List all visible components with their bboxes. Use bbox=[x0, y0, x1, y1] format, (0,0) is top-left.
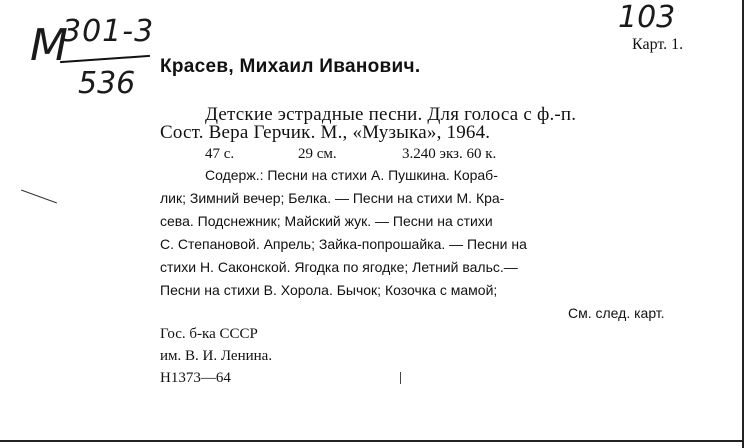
title-line-1: Детские эстрадные песни. Для голоса с ф.-п. bbox=[205, 104, 577, 125]
library-line: Гос. б-ка СССР bbox=[160, 326, 258, 342]
contents-line: лик; Зимний вечер; Белка. — Песни на стихи М. Кра- bbox=[160, 190, 505, 206]
shelfmark-bottom: 536 bbox=[78, 66, 136, 101]
contents-line: стихи Н. Саконской. Ягодка по ягодке; Летний вальс.— bbox=[160, 259, 518, 275]
see-next-card: См. след. карт. bbox=[568, 305, 665, 321]
shelfmark-divider bbox=[60, 55, 150, 63]
contents-line: Песни на стихи В. Хорола. Бычок; Козочка с мамой; bbox=[160, 282, 498, 298]
contents-line: сева. Подснежник; Майский жук. — Песни на стихи bbox=[160, 213, 493, 229]
physical-size: 29 см. bbox=[298, 146, 337, 162]
handwritten-page-number: 103 bbox=[618, 0, 676, 35]
shelfmark-letter: М bbox=[30, 20, 68, 71]
library-line: им. В. И. Ленина. bbox=[160, 348, 273, 364]
library-code: Н1373—64 bbox=[160, 370, 231, 386]
physical-pages: 47 с. bbox=[205, 146, 235, 162]
card-edge-right bbox=[742, 0, 744, 448]
author-heading: Красев, Михаил Иванович. bbox=[160, 56, 421, 77]
stray-pencil-tick bbox=[400, 372, 401, 384]
print-run-price: 3.240 экз. 60 к. bbox=[402, 146, 497, 162]
contents-line: Содерж.: Песни на стихи А. Пушкина. Кораб- bbox=[205, 167, 498, 183]
stray-pencil-mark bbox=[21, 190, 57, 204]
title-line-2: Сост. Вера Герчик. М., «Музыка», 1964. bbox=[160, 122, 491, 143]
card-number-label: Карт. 1. bbox=[632, 36, 684, 53]
contents-line: С. Степановой. Апрель; Зайка-попрошайка. — Песни на bbox=[160, 236, 527, 252]
card-edge-bottom bbox=[0, 440, 744, 442]
shelfmark-top: 301-3 bbox=[62, 14, 155, 49]
